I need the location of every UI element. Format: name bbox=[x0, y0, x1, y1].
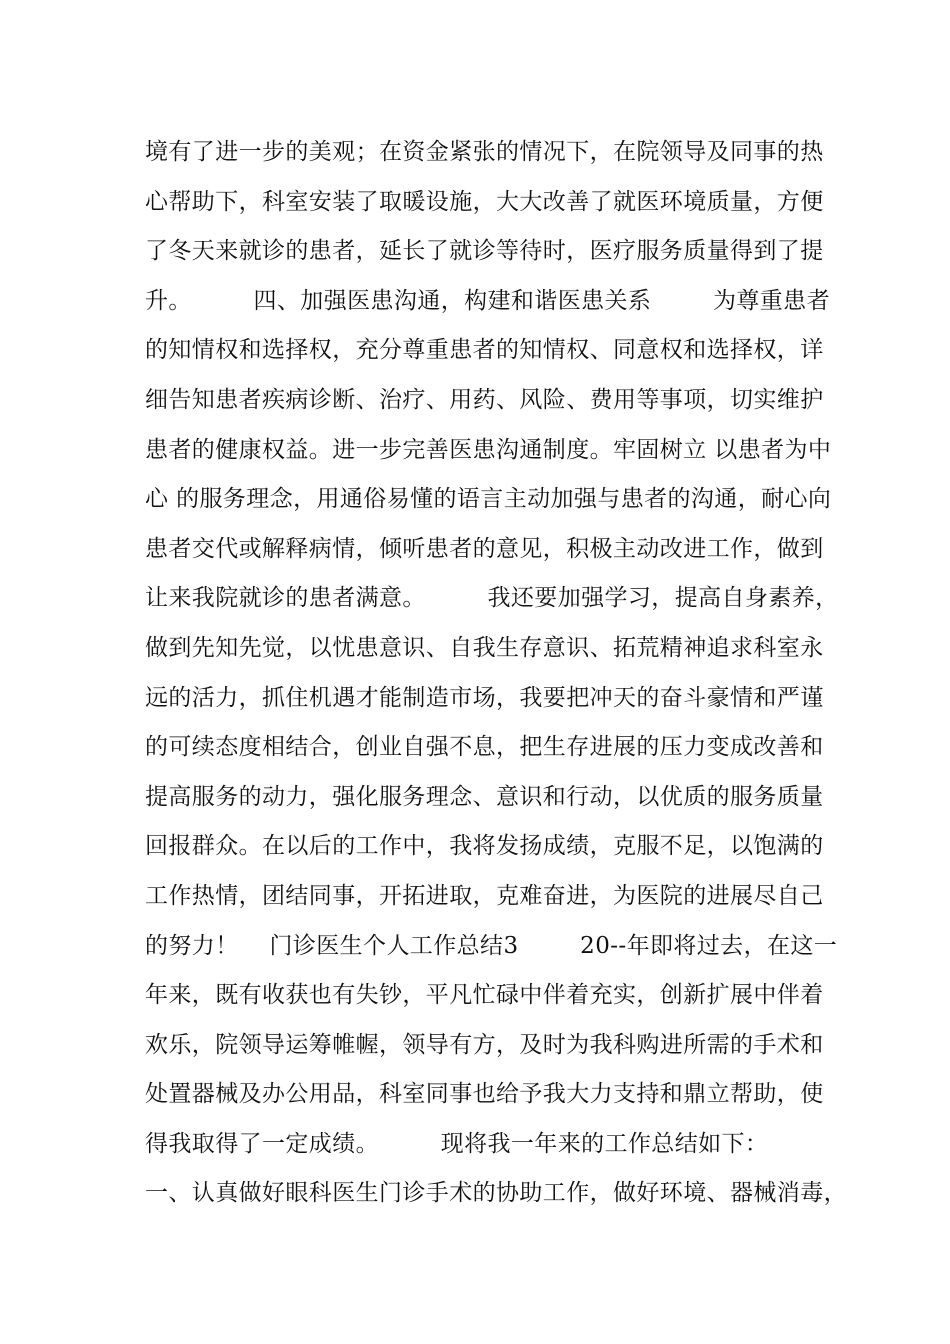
text-line: 境有了进一步的美观；在资金紧张的情况下，在院领导及同事的热 bbox=[145, 139, 824, 165]
text-line: 远的活力，抓住机遇才能制造市场，我要把冲天的奋斗豪情和严谨 bbox=[145, 684, 824, 711]
text-line: 做到先知先觉，以忧患意识、自我生存意识、拓荒精神追求科室永 bbox=[145, 634, 824, 661]
text-line: 一、认真做好眼科医生门诊手术的协助工作，做好环境、器械消毒， bbox=[145, 1180, 847, 1207]
text-line: 心 的服务理念，用通俗易懂的语言主动加强与患者的沟通，耐心向 bbox=[145, 486, 832, 513]
text-line: 年来，既有收获也有失钞，平凡忙碌中伴着充实，创新扩展中伴着 bbox=[145, 982, 824, 1009]
text-line: 心帮助下，科室安装了取暖设施，大大改善了就医环境质量，方便 bbox=[145, 188, 824, 215]
text-line: 患者交代或解释病情，倾听患者的意见，积极主动改进工作，做到 bbox=[145, 535, 824, 562]
text-line: 患者的健康权益。进一步完善医患沟通制度。牢固树立 以患者为中 bbox=[145, 436, 832, 463]
text-line: 的努力！ 门诊医生个人工作总结3 20--年即将过去，在这一 bbox=[145, 932, 838, 959]
body-text bbox=[145, 128, 847, 1219]
text-line: 处置器械及办公用品，科室同事也给予我大力支持和鼎立帮助，使 bbox=[145, 1081, 824, 1108]
text-line: 的可续态度相结合，创业自强不息，把生存进展的压力变成改善和 bbox=[145, 734, 824, 761]
text-line: 了冬天来就诊的患者，延长了就诊等待时，医疗服务质量得到了提 bbox=[145, 238, 824, 265]
text-line: 让来我院就诊的患者满意。 我还要加强学习，提高自身素养， bbox=[145, 585, 839, 612]
text-line: 回报群众。在以后的工作中，我将发扬成绩，克服不足，以饱满的 bbox=[145, 833, 824, 860]
text-line: 的知情权和选择权，充分尊重患者的知情权、同意权和选择权，详 bbox=[145, 337, 824, 364]
text-line: 欢乐，院领导运筹帷幄，领导有方，及时为我科购进所需的手术和 bbox=[145, 1031, 824, 1058]
text-line: 工作热情，团结同事，开拓进取，克难奋进，为医院的进展尽自己 bbox=[145, 882, 824, 909]
text-line: 升。 四、加强医患沟通，构建和谐医患关系 为尊重患者 bbox=[145, 287, 830, 314]
text-line: 得我取得了一定成绩。 现将我一年来的工作总结如下： bbox=[145, 1130, 769, 1157]
text-line: 提高服务的动力，强化服务理念、意识和行动，以优质的服务质量 bbox=[145, 783, 824, 810]
text-line: 细告知患者疾病诊断、治疗、用药、风险、费用等事项，切实维护 bbox=[145, 386, 824, 413]
